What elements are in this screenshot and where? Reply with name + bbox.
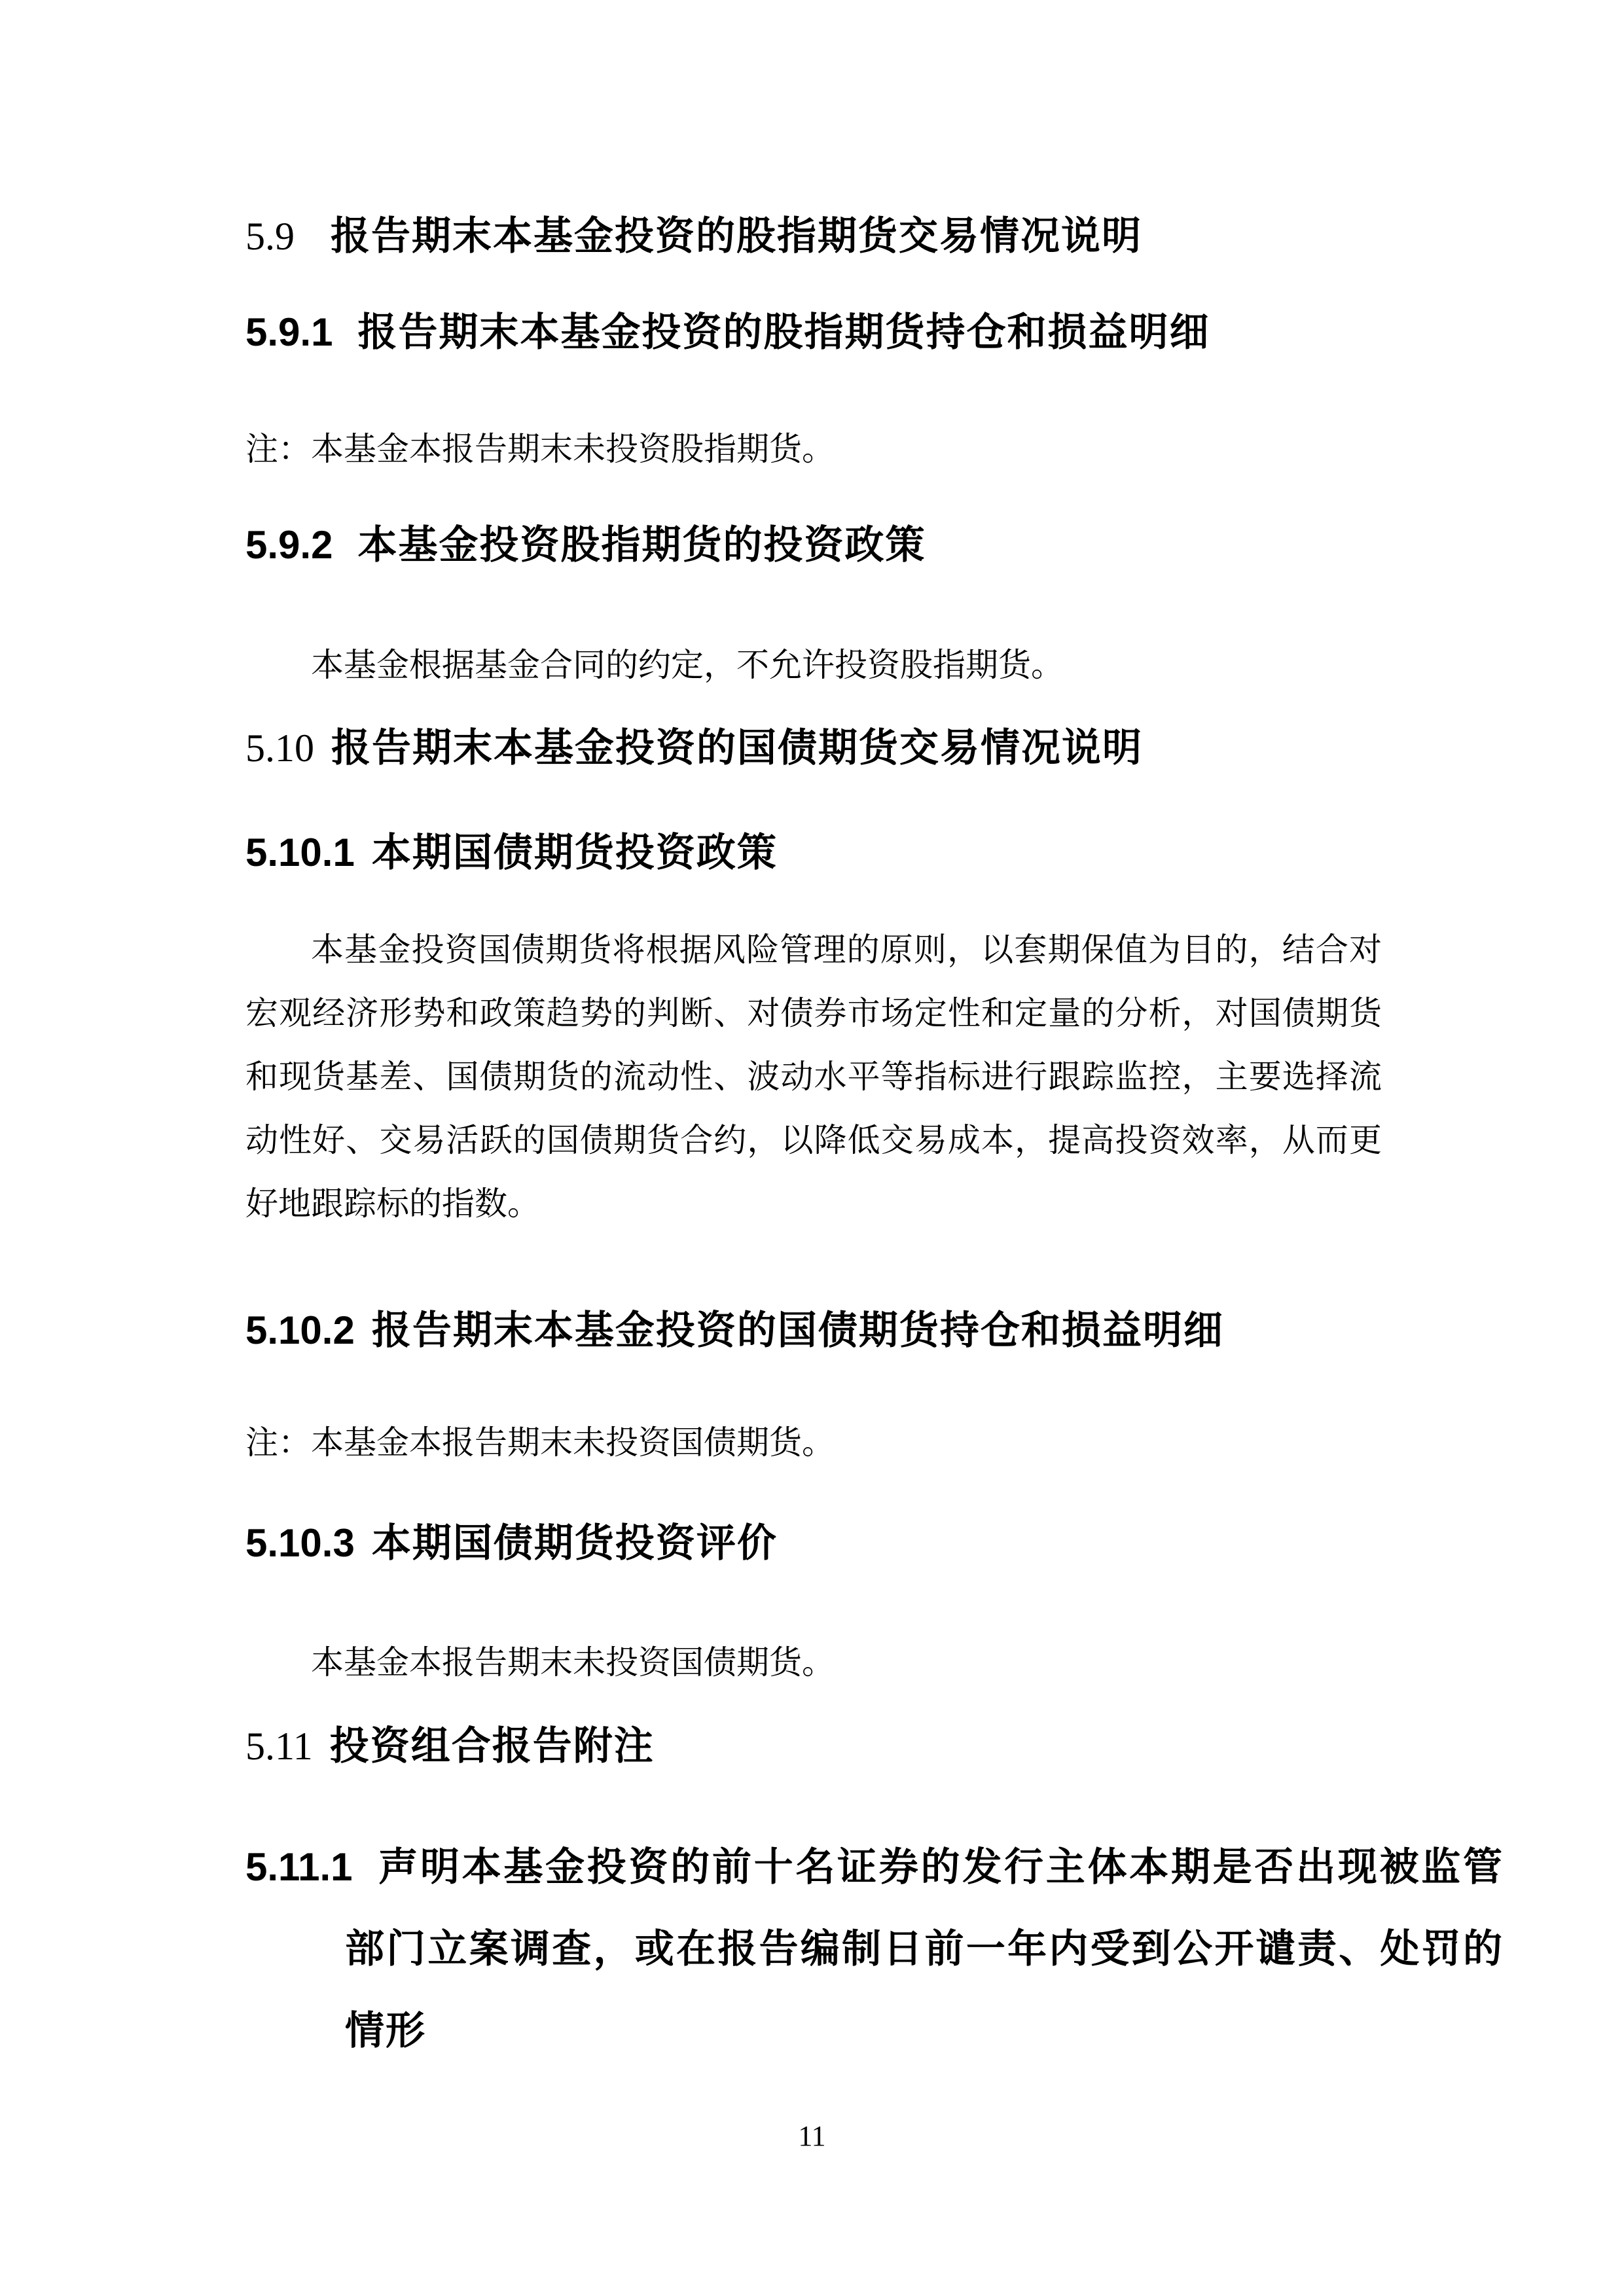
section-title: 报告期末本基金投资的股指期货交易情况说明 <box>331 214 1142 258</box>
section-heading-5-11-1 <box>245 1826 1504 2072</box>
page-number: 11 <box>798 2120 826 2152</box>
section-title: 报告期末本基金投资的国债期货持仓和损益明细 <box>371 1308 1224 1352</box>
section-title: 本期国债期货投资政策 <box>371 831 778 874</box>
section-heading-5-9 <box>245 213 1382 260</box>
section-title: 本基金投资股指期货的投资政策 <box>357 523 926 567</box>
section-heading-5-11 <box>245 1723 1382 1770</box>
section-title: 报告期末本基金投资的国债期货交易情况说明 <box>331 726 1143 770</box>
section-heading-5-10 <box>245 725 1382 772</box>
section-number: 5.10 <box>245 726 314 770</box>
section-number: 5.9 <box>245 215 295 258</box>
section-title: 报告期末本基金投资的股指期货持仓和损益明细 <box>357 310 1210 354</box>
section-title: 投资组合报告附注 <box>329 1724 655 1768</box>
paragraph-stock-index-policy: 本基金根据基金合同的约定，不允许投资股指期货。 <box>311 647 1064 683</box>
paragraph-bond-futures-evaluation: 本基金本报告期末未投资国债期货。 <box>311 1644 835 1681</box>
section-number: 5.10.2 <box>245 1308 355 1352</box>
note-no-bond-futures: 注：本基金本报告期末未投资国债期货。 <box>245 1424 835 1461</box>
paragraph-bond-futures-policy: 本基金投资国债期货将根据风险管理的原则，以套期保值为目的，结合对宏观经济形势和政策趋势的判断、对债券市场定性和定量的分析，对国债期货和现货基差、国债期货的流动性、波动水平等指标进行跟踪监控，主要选择流动性好、交易活跃的国债期货合约，以降低交易成本，提高投资效率，从而更好地跟踪标的指数。 <box>245 931 1382 1222</box>
section-heading-5-10-2 <box>245 1307 1382 1354</box>
section-heading-5-9-1 <box>245 309 1382 356</box>
section-heading-5-10-3 <box>245 1520 1382 1567</box>
section-title: 声明本基金投资的前十名证券的发行主体本期是否出现被监管部门立案调查，或在报告编制日前一年内受到公开谴责、处罚的情形 <box>345 1845 1504 2053</box>
section-number: 5.11 <box>245 1725 313 1768</box>
section-number: 5.11.1 <box>245 1845 353 1889</box>
section-title: 本期国债期货投资评价 <box>371 1521 778 1565</box>
section-number: 5.10.1 <box>245 831 355 874</box>
section-number: 5.9.2 <box>245 523 333 567</box>
section-number: 5.9.1 <box>245 310 333 354</box>
note-no-stock-index-futures: 注：本基金本报告期末未投资股指期货。 <box>245 431 835 467</box>
section-heading-5-9-2 <box>245 522 1382 569</box>
section-heading-5-10-1 <box>245 829 1382 876</box>
section-number: 5.10.3 <box>245 1521 355 1565</box>
